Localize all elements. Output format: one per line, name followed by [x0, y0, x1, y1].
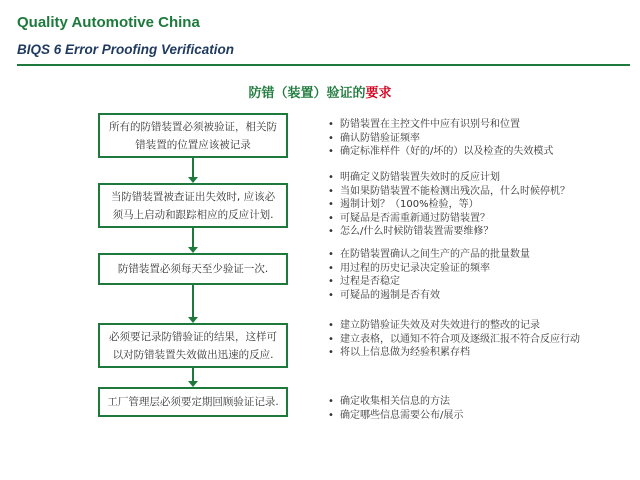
- list-item: • 怎么/什么时候防错装置需要维修？: [328, 225, 628, 239]
- step-box-5: [98, 387, 288, 417]
- step-text-1: 所有的防错装置必须被验证，相关防错装置的位置应该被记录: [109, 120, 277, 151]
- list-item: • 确认防错验证频率: [328, 132, 628, 146]
- company-title: Quality Automotive China: [17, 14, 200, 31]
- bullet-list-4: [328, 319, 628, 360]
- subtitle: BIQS 6 Error Proofing Verification: [17, 42, 235, 57]
- list-item: • 建立防错验证失效及对失效进行的整改的记录: [328, 319, 628, 333]
- list-item: • 确定收集相关信息的方法: [328, 395, 628, 409]
- list-item: • 遏制计划？（100%检验，等）: [328, 198, 628, 212]
- slide-title-text: 防错（装置）验证的: [248, 86, 366, 101]
- step-box-1: [98, 113, 288, 158]
- step-arrow-2: [192, 228, 194, 248]
- step-text-4: 必须要记录防错验证的结果，这样可以对防错装置失效做出迅速的反应.: [109, 330, 277, 361]
- step-text-5: 工厂管理层必须要定期回顾验证记录.: [107, 396, 279, 408]
- header-divider: [17, 64, 630, 66]
- list-item: • 防错装置在主控文件中应有识别号和位置: [328, 118, 628, 132]
- list-item: • 过程是否稳定: [328, 275, 628, 289]
- list-item: • 将以上信息做为经验积累存档: [328, 346, 628, 360]
- bullet-list-2: [328, 171, 628, 239]
- list-item: • 可疑品是否需重新通过防错装置？: [328, 212, 628, 226]
- step-text-2: 当防错装置被查证出失效时, 应该必须马上启动和跟踪相应的反应计划.: [110, 190, 276, 221]
- slide-title-emphasis: 要求: [365, 86, 392, 101]
- list-item: • 确定哪些信息需要公布/展示: [328, 409, 628, 423]
- step-box-3: [98, 253, 288, 285]
- bullet-list-1: [328, 118, 628, 159]
- list-item: • 在防错装置确认之间生产的产品的批量数量: [328, 248, 628, 262]
- bullet-list-3: [328, 248, 628, 302]
- list-item: • 可疑品的遏制是否有效: [328, 289, 628, 303]
- list-item: • 建立表格，以通知不符合项及逐级汇报不符合反应行动: [328, 333, 628, 347]
- list-item: • 明确定义防错装置失效时的反应计划: [328, 171, 628, 185]
- step-box-4: [98, 323, 288, 368]
- list-item: • 用过程的历史记录决定验证的频率: [328, 262, 628, 276]
- step-arrow-1: [192, 158, 194, 178]
- step-text-3: 防错装置必须每天至少验证一次.: [117, 263, 269, 275]
- step-arrow-4: [192, 368, 194, 382]
- step-box-2: [98, 183, 288, 228]
- list-item: • 当如果防错装置不能检测出残次品，什么时候停机？: [328, 185, 628, 199]
- step-arrow-3: [192, 285, 194, 318]
- bullet-list-5: [328, 395, 628, 422]
- list-item: • 确定标准样件（好的/坏的）以及检查的失效模式: [328, 145, 628, 159]
- slide-title: [0, 82, 640, 101]
